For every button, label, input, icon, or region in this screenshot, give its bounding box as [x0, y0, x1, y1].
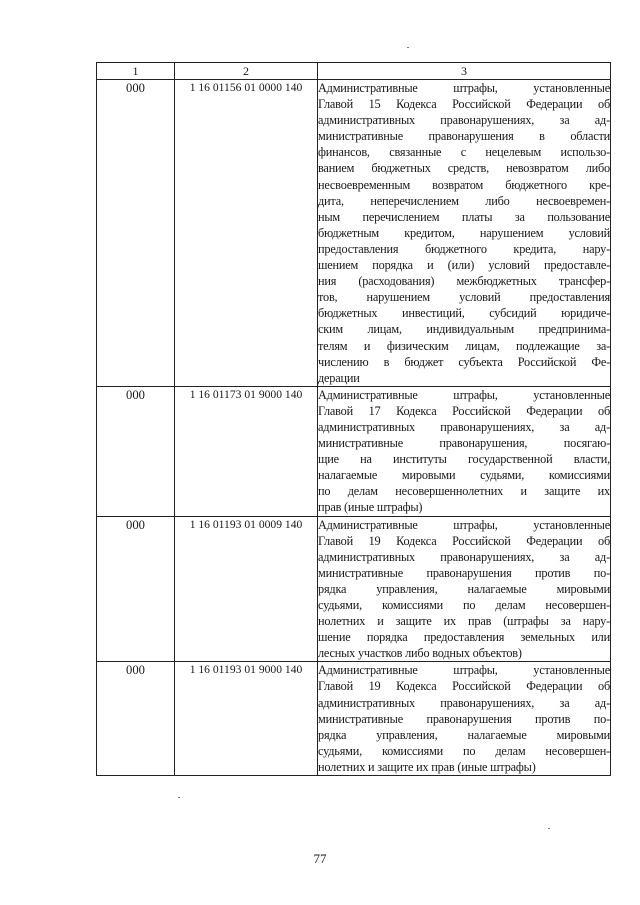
scan-speck	[548, 828, 550, 829]
description-line: числению в бюджет субъекта Российской Фе-	[318, 354, 610, 369]
description-line: ванием бюджетных средств, невозвратом либо	[318, 161, 610, 176]
description-line: ным перечислением платы за пользование	[318, 209, 610, 224]
description-line: административных правонарушениях, за ад-	[318, 549, 610, 564]
table-row	[97, 516, 611, 662]
description-line: предоставления бюджетного кредита, нару-	[318, 241, 610, 256]
description-line: Административные штрафы, установленные	[318, 663, 610, 678]
kbk-code-cell: 1 16 01193 01 9000 140	[175, 662, 318, 776]
column-header-3: 3	[318, 63, 611, 80]
description-line: Главой 15 Кодекса Российской Федерации об	[318, 97, 610, 112]
description-cell	[318, 386, 611, 516]
description-line: рядка управления, налагаемые мировыми	[318, 727, 610, 742]
description-line: дерации	[318, 370, 360, 385]
table-row	[97, 662, 611, 776]
description-line: дита, неперечислением либо несвоевремен-	[318, 193, 610, 208]
description-line: административных правонарушениях, за ад-	[318, 113, 610, 128]
description-line: рядка управления, налагаемые мировыми	[318, 581, 610, 596]
description-line: судьями, комиссиями по делам несовершен-	[318, 743, 610, 758]
description-line: министративные правонарушения, посягаю-	[318, 436, 610, 451]
description-line: административных правонарушениях, за ад-	[318, 695, 610, 710]
description-line: бюджетных инвестиций, субсидий юридиче-	[318, 306, 610, 321]
description-line: министративные правонарушения против по-	[318, 711, 610, 726]
description-line: тов, нарушением условий предоставления	[318, 290, 610, 305]
description-line: Административные штрафы, установленные	[318, 387, 610, 402]
column-header-2: 2	[175, 63, 318, 80]
admin-code-cell: 000	[97, 516, 175, 662]
description-line: министративные правонарушения против по-	[318, 565, 610, 580]
description-line: щие на институты государственной власти,	[318, 452, 610, 467]
column-header-1: 1	[97, 63, 175, 80]
description-line: административных правонарушениях, за ад-	[318, 419, 610, 434]
kbk-code-cell: 1 16 01193 01 0009 140	[175, 516, 318, 662]
table-body	[97, 80, 611, 776]
description-line: министративные правонарушения в области	[318, 129, 610, 144]
description-line: шением порядка и (или) условий предоставле-	[318, 258, 610, 273]
table-row	[97, 386, 611, 516]
table-row	[97, 80, 611, 387]
description-cell	[318, 516, 611, 662]
description-line: ским лицам, индивидуальным предпринима-	[318, 322, 610, 337]
description-line: ния (расходования) межбюджетных трансфер-	[318, 274, 610, 289]
description-line: по делам несовершеннолетних и защите их	[318, 484, 610, 499]
scan-speck	[178, 797, 180, 798]
scan-speck	[407, 47, 409, 48]
description-line: бюджетным кредитом, нарушением условий	[318, 225, 610, 240]
description-line: несвоевременным возвратом бюджетного кре-	[318, 177, 610, 192]
description-line: шение порядка предоставления земельных или	[318, 630, 610, 645]
kbk-code-cell: 1 16 01156 01 0000 140	[175, 80, 318, 387]
admin-code-cell: 000	[97, 386, 175, 516]
description-line: финансов, связанные с нецелевым использо-	[318, 145, 610, 160]
description-line: телям и физическим лицам, подлежащие за-	[318, 338, 610, 353]
description-line: прав (иные штрафы)	[318, 500, 423, 515]
budget-classification-table	[96, 62, 611, 776]
admin-code-cell: 000	[97, 80, 175, 387]
description-cell	[318, 80, 611, 387]
description-line: нолетних и защите их прав (штрафы за нару-	[318, 614, 610, 629]
table-header-row	[97, 63, 611, 80]
description-line: судьями, комиссиями по делам несовершен-	[318, 598, 610, 612]
admin-code-cell: 000	[97, 662, 175, 776]
page-number: 77	[313, 851, 327, 866]
description-line: нолетних и защите их прав (иные штрафы)	[318, 759, 536, 774]
description-line: Главой 19 Кодекса Российской Федерации об	[318, 679, 610, 694]
kbk-code-cell: 1 16 01173 01 9000 140	[175, 386, 318, 516]
description-line: Главой 17 Кодекса Российской Федерации об	[318, 403, 610, 418]
description-line: Административные штрафы, установленные	[318, 517, 610, 532]
description-line: налагаемые мировыми судьями, комиссиями	[318, 468, 610, 483]
description-line: лесных участков либо водных объектов)	[318, 646, 522, 661]
description-line: Административные штрафы, установленные	[318, 81, 610, 95]
description-line: Главой 19 Кодекса Российской Федерации об	[318, 533, 610, 548]
description-cell	[318, 662, 611, 776]
